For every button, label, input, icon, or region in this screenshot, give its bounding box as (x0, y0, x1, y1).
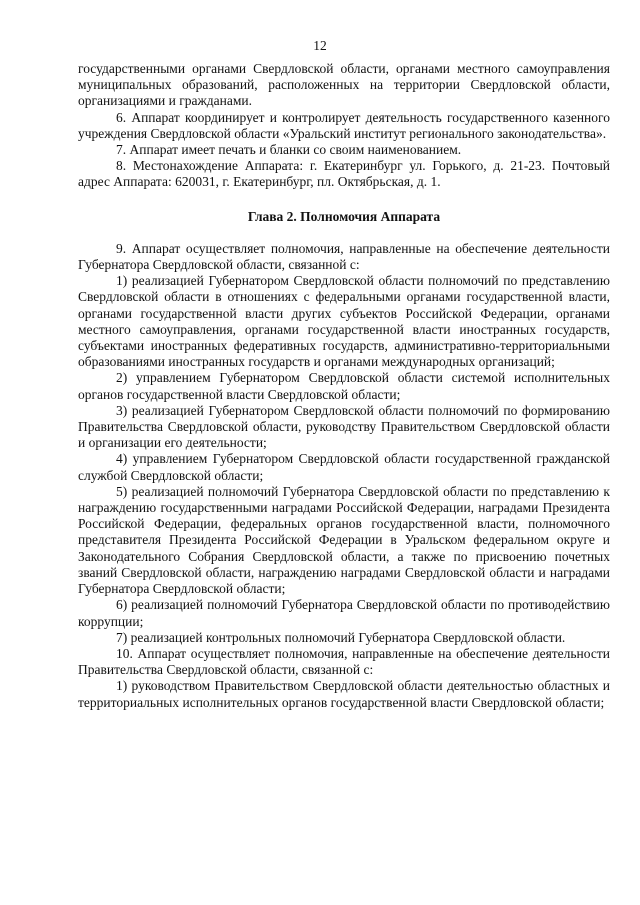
paragraph-9-item-2: 2) управлением Губернатором Свердловской области системой исполнительных органов государственной власти Свердловской области; (78, 370, 610, 402)
paragraph-10-item-1: 1) руководством Правительством Свердловской области деятельностью областных и территориальных исполнительных органов государственной власти Свердловской области; (78, 678, 610, 710)
paragraph-continuation: государственными органами Свердловской области, органами местного самоуправления муниципальных образований, расположенных на территории Свердловской области, организациями и гражданами. (78, 61, 610, 109)
paragraph-9-item-3: 3) реализацией Губернатором Свердловской области полномочий по формированию Правительства Свердловской области, руководству Правительством Свердловской области и организации его деятельности; (78, 402, 610, 451)
document-body (78, 61, 610, 711)
paragraph-8: 8. Местонахождение Аппарата: г. Екатеринбург ул. Горького, д. 21-23. Почтовый адрес Аппарата: 620031, г. Екатеринбург, пл. Октябрьская, д. 1. (78, 158, 610, 190)
paragraph-6: 6. Аппарат координирует и контролирует деятельность государственного казенного учреждения Свердловской области «Уральский институт регионального законодательства». (78, 109, 610, 141)
paragraph-7: 7. Аппарат имеет печать и бланки со своим наименованием. (116, 142, 462, 158)
chapter-heading: Глава 2. Полномочия Аппарата (247, 208, 441, 224)
paragraph-9-item-6: 6) реализацией полномочий Губернатора Свердловской области по противодействию коррупции; (78, 597, 610, 629)
paragraph-10: 10. Аппарат осуществляет полномочия, направленные на обеспечение деятельности Правительства Свердловской области, связанной с: (78, 645, 610, 678)
paragraph-9-item-5: 5) реализацией полномочий Губернатора Свердловской области по представлению к награждению государственными наградами Российской Федерации, наградами Президента Российской Федерации, федеральных органов государственной власти, полномочного представителя Президента Российской Федерации в Уральском федеральном округе и Законодательного Собрания Свердловской области, а также по присвоению почетных званий Свердловской области, награждению наградами Свердловской области и наградами Губернатора Свердловской области; (78, 483, 610, 597)
paragraph-9-item-1: 1) реализацией Губернатором Свердловской области полномочий по представлению Свердловской области в отношениях с федеральными органами государственной власти, органами государственной власти других субъектов Российской Федерации, органами местного самоуправления, органами государственной власти иностранных государств, субъектами иностранных федеративных государств, административно-территориальными образованиями иностранных государств и органами международных организаций; (78, 273, 610, 370)
page-number: 12 (313, 38, 327, 53)
paragraph-9: 9. Аппарат осуществляет полномочия, направленные на обеспечение деятельности Губернатора Свердловской области, связанной с: (78, 240, 610, 273)
paragraph-9-item-7: 7) реализацией контрольных полномочий Губернатора Свердловской области. (116, 629, 566, 645)
paragraph-9-item-4: 4) управлением Губернатором Свердловской области государственной гражданской службой Свердловской области; (78, 451, 610, 483)
